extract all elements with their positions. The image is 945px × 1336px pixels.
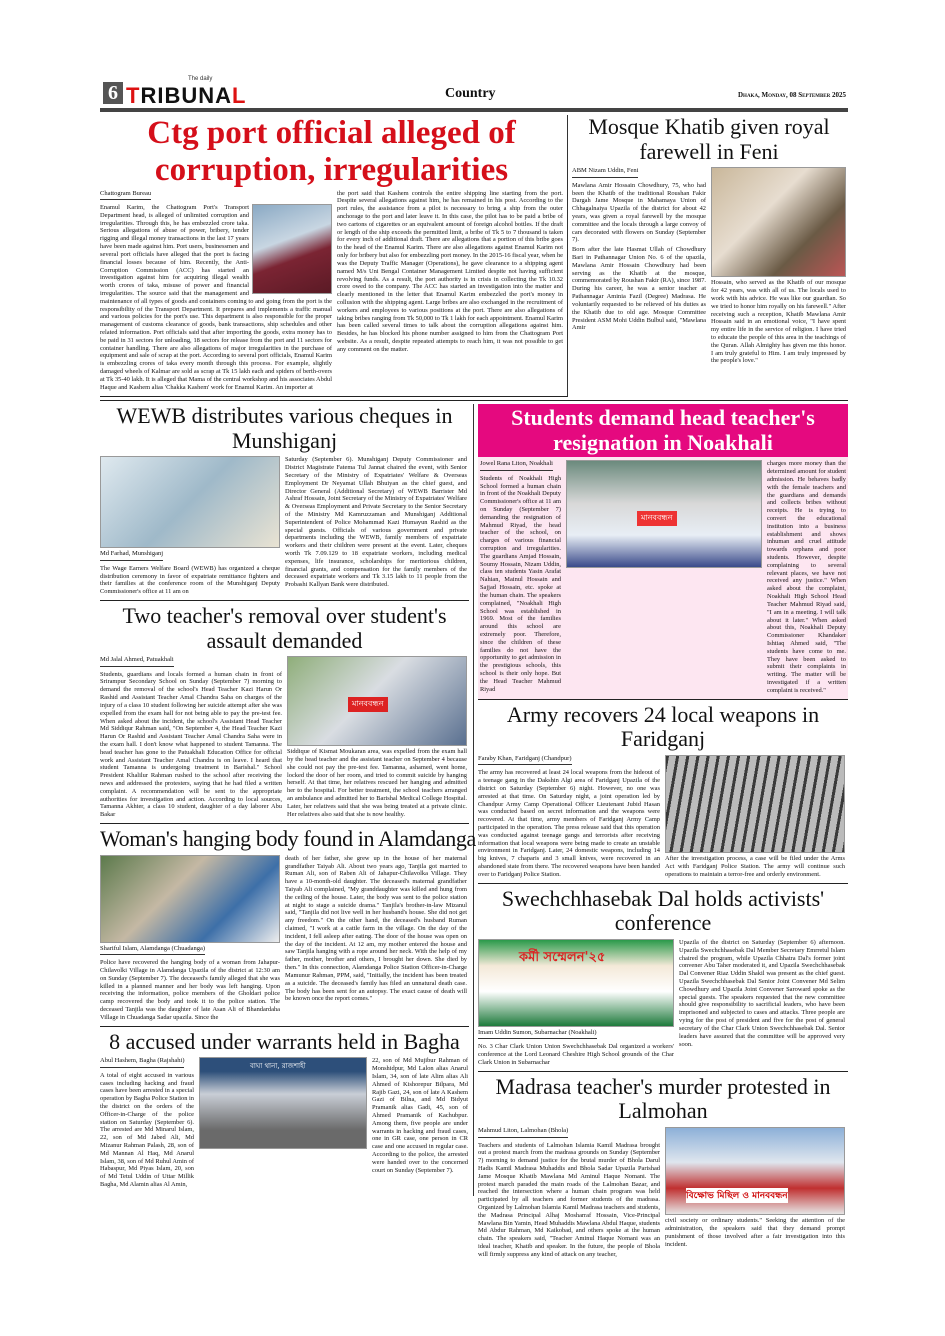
byline: Shariful Islam, Alamdanga (Chuadanga) <box>100 945 205 955</box>
photo-weapons <box>665 755 845 853</box>
photo-protest-march <box>665 1127 845 1215</box>
article-students-demand <box>478 404 848 700</box>
article-teacher-removal <box>100 604 469 824</box>
article-body: Students, guardians and locals formed a human chain in front of Srirampur Secondary School on Sunday (September 7) morning to demand the removal of the school's Head Teacher Kazi Harun Or Rashid and Assistant Teacher Amal Chandra Saha on charges of the injury of a class 10 student following her suicide attempt after she was expelled from the exam hall for not being able to pay the pre-test fee. When asked about the incident, the school's Assistant Head Teacher Md Siddiqur Rahman said, "On September 4, the Head Teacher Kazi Harun Or Rashid and Assistant Teacher Amal Chandra Saha were in the exam hall. I don't know what happened to student Tamanna. The head teacher has gone to the Patuakhali Education Office for official work and Assistant Teacher Amal Chandra is on leave. I heard that student Tamanna is undergoing treatment in Barishal." School President Khalilur Rahman rushed to the school after receiving the news and addressed the protesters, saying that he had filed a written complaint. A recommendation will be sent to the appropriate authorities for investigation and action. According to local sources, Tamanna Akhter, a class 10 student, daughter of a day laborer Abu Bakar <box>100 670 282 819</box>
article-body: Teachers and students of Lalmohan Islamia Kamil Madrasa brought out a protest march from the madrasa grounds on Sunday (September 7) morning to demand justice for the brutal murder of Bhola Darul Hadis Kamil Madrasa Muhaddis and Bhola Sadar Upazila Parishad Jame Mosque Khatib Mawlana Md Aminul Haque Nomani. The protest march paraded the main roads of the Lalmohan Bazar, and reached the intersection where a human chain program was held participated by all teachers and former students of the madrasa. Organized by Lalmohan Islamia Kamil Madrasa teachers and students, the Madrasa Principal Alhaj Mosharraf Hossain, Vice-Principal Mawlana Bin Yamin, Head Muhaddis Mawlana Abdul Haque, students Md Abdur Rahman, Md Kaikobad, and others spoke at the human chain. The speakers said, "Teacher Aminul Haque Nomani was an ideal teacher, Khatib and speaker. In the future, the people of Bhola will firmly suppress any kind of attack on any teacher, <box>478 1141 660 1258</box>
photo-crowd <box>100 855 280 943</box>
newspaper-logo: TRIBUNAL <box>126 83 247 108</box>
banner-text: কর্মী সম্মেলন'২৫ <box>519 949 606 965</box>
headline: Woman's hanging body found in Alamdanga <box>100 826 476 852</box>
section-name: Country <box>445 86 496 101</box>
photo-cheque-ceremony <box>100 456 280 548</box>
article-body: Mawlana Amir Hossain Chowdhury, 75, who had been the Khatib of the traditional Roushan Fakir Dargah Jame Mosque in Mahamaya Union of Chhagalnaiya Upazila of the district for about 42 years, was given a royal farewell by the mosque committee and the locals through a large convoy of cars decorated with flowers on Sunday (September 7). <box>572 181 706 244</box>
sign-text: বাঘা থানা, রাজশাহী <box>250 1062 306 1071</box>
byline: Abul Hashem, Bagha (Rajshahi) <box>100 1057 184 1067</box>
banner-text: বিক্ষোভ মিছিল ও মানববন্ধন <box>686 1188 788 1203</box>
article-body: Siddique of Kismat Moukaran area, was expelled from the exam hall by the head teacher and the assistant teacher on September 4 because she could not pay the pre-test fee. Tamanna, ashamed, went home, locked the door of her room, and tried to commit suicide by hanging herself. At that time, her relatives rescued her hanging and admitted her to the hospital. For better treatment, the school teachers arranged an ambulance and admitted her to Barishal Medical College Hospital. Later, her relatives said that she was being treated at a private clinic. Her relatives also said that she is now healthy. <box>287 748 467 818</box>
photo-conference-banner <box>478 939 674 1027</box>
article-body <box>100 204 332 392</box>
article-body: The Wage Earners Welfare Board (WEWB) has organized a cheque distribution ceremony in favor of expatriate remittance fighters and their families at the conference room of the Munshiganj Deputy Commissioner's office at 11 am on <box>100 564 280 596</box>
article-body: Students of Noakhali High School formed a human chain in front of the Noakhali Deputy Commissioner's office at 11 am on Sunday (September 7) demanding the resignation of Mahmud Riyad, the head teacher of the school, on charges of various financial corruption and irregularities. The guardians Amjad Hossain, Soumy Hossain, Nizam Uddin, class ten students Yasin Arafat Nahian, Mainul Hossain and Sajjad Hossain, etc. spoke at the human chain. The speakers complained, "Noakhali High School was established in 1969. Most of the families around this school are extremely poor. Therefore, since the children of these families do not have the opportunity to get admission in the prestigious schools, this school is their only hope. But the Head Teacher Mahmud Riyad <box>480 474 561 693</box>
article-body: Upazila of the district on Saturday (September 6) afternoon. Upazila Swechchhasebak Dal Member Secretary Emrretul Islam chaired the program, while Upazila Chhatra Dal's former joint convener Abu Taher moderated it, and Upazila Swechchhasebak Dal Convener Riaz Uddin Shakil was present as the chief guest. Upazila Swechchhasebak Dal Senior Joint Convener Md Selim Chowdhury and Upazila Joint Convener Saroward spoke as the special guests. The speakers requested that the new committee should give responsibility to sacrificial leaders, who have been imprisoned and subjected to cases and attacks. Three people are vying for the post of president and five for the post of general secretary of the Char Clark Union Swechchhasebak Dal. Senior leaders have assured that the committee will be approved very soon. <box>679 938 845 1048</box>
article-mosque-khatib <box>568 115 846 369</box>
article-divider <box>100 400 848 402</box>
headline: Mosque Khatib given royal farewell in Feni <box>588 114 830 164</box>
article-army-weapons <box>478 703 848 884</box>
photo-protest <box>287 656 467 746</box>
article-body: Police have recovered the hanging body of a woman from Jahapur-Chilavolki Village in Alamdanga Upazila of the district at 12:30 am on Sunday (September 7). The deceased's family alleged that she was killed in a planned manner and her body was left hanging. Upon receiving the information, police members of the Gholdari police camp recovered the body and took it to the police station. The deceased Tanjila was the daughter of late Asan Ali of Bhandardaha Village in Chuadanga Sadar upazila. Since the <box>100 959 280 1021</box>
article-ctg-port <box>100 115 568 397</box>
byline: ABM Nizam Uddin, Feni <box>572 167 638 177</box>
article-bagha-arrests <box>100 1030 469 1193</box>
article-body: Born after the late Hasmat Ullah of Chowdhury Bari in Pathannagar Union No. 6 of the upazila, Mawlana Amir Hossain Chowdhury had been serving as the Khatib at the mosque, commemorated by Roushan Fakir (RA), since 1987. During his career, he was a senior teacher at Pathannagar Aminia Fazil (Degree) Madrasa. He voluntarily requested to be relieved of his duties as the Khatib due to old age. Mosque Committee President ASM Mohi Uddin Bulbul said, "Mawlana Amir <box>572 246 706 332</box>
top-row <box>100 115 848 400</box>
bottom-row <box>100 404 848 1266</box>
logo-tagline: The daily <box>188 76 213 82</box>
masthead-rule <box>100 108 848 112</box>
left-column <box>100 404 474 1196</box>
article-body: Saturday (September 6). Munshiganj Deputy Commissioner and District Magistrate Fatema Tul Jannat chaired the event, with Senior Secretary of the Ministry of Expatriates' Welfare & Overseas Employment Dr Neyamat Ullah Bhuiyan as the chief guest, and Director General (Additional Secretary) of WEWB Barrister Md Ashraf Hossain, Joint Secretary of the Ministry of Expatriates' Welfare & Overseas Employment and Private Secretary to the Senior Secretary of the Ministry Md Kamruzzaman and Munshiganj Additional Superintendent of Police Mohammad Kazi Humayun Rashid as the special guests. Officials of various government and private departments including the WEWB, family members of expatriate workers and their children were present at the event. Later, cheques worth Tk 7.09.129 to 18 expatriate workers, including medical expenses, life insurance, scholarships for meritorious children, financial grants, and compensation for the family members of the deceased expatriate workers and Tk 3.15 lakh to 11 people from the Probashi Kallyan Bank were distributed. <box>285 456 467 589</box>
newspaper-page <box>100 0 848 1306</box>
headline: Ctg port official alleged of corruption, irregularities <box>147 115 516 189</box>
banner-text: মানববন্ধন <box>637 511 677 526</box>
byline: Md Jalal Ahmed, Patuakhali <box>100 656 174 666</box>
headline: Swechchhasebak Dal holds activists' conference <box>501 885 825 936</box>
byline: Jowel Rana Liton, Noakhali <box>480 460 553 470</box>
article-body: charges more money than the determined amount for student admission. He behaves badly with the female teachers and the guardians and demands and collects bribes without receipts. He is trying to convert the educational institution into a business establishment and shows inhuman and cruel attitude towards orphans and poor students. However, despite complaining to several relevant places, we have not received any justice." When asked about the complaint, Noakhali High School Head Teacher Mahmud Riyad said, "I am in a meeting. I will talk about it later." When asked about this, Noakhali Deputy Commissioner Khandaker Ishtiaq Ahmed said, "The students have come to me. They have been asked to submit their complaints in writing. The matter will be investigated if a written complaint is received." <box>766 460 846 694</box>
article-body: the port said that Kashem controls the entire shipping line starting from the port. Despite several allegations against him, he has remained in his post. According to the port rules, the assistance from a pilot is necessary to bring a ship from the outer anchorage to the port and later leave it. In this case, the pilot has to be paid a bribe of two cartons of cigarettes or an equivalent amount of foreign alcohol bottles. If the draft or length of the ship exceeds the permitted limit, a bribe of Tk 5 to 7 thousand is taken for every inch of additional draft. There are allegations that a portion of this bribe goes to the head of the Enamul Karim. There are also allegations against Enamul Karim not only for bribery but also for embezzling port money. In the 2015-16 fiscal year, when he was the Deputy Traffic Manager (Operations), he gave clearance to a shipping agent named M/s Uni Bengal Container Management Limited despite not having sufficient revolving funds. As a result, the port authority is in crisis in collecting the Tk 10.32 crore owed to the company. The ACC has started an investigation into the matter and clearly mentioned in the letter that Enamul Karim embezzled the port's money in collusion with the shipping agent. Large bribes are also exchanged in the recruitment of workers and employees to various positions at the port. There are also allegations of taking bribes ranging from Tk 50,000 to Tk 1 lakh for each appointment. Enamul Karim has been called several times to talk about the corruption allegations against him. Besides, he has blocked his phone number assigned to him from the Chattogram Port website. As a result, despite repeated attempts to reach him, it was not possible to get any comment on the matter. <box>337 189 563 353</box>
article-wewb <box>100 404 469 601</box>
headline: Students demand head teacher's resignation in Noakhali <box>478 404 848 457</box>
article-madrasa-teacher <box>478 1075 848 1263</box>
page-number: 6 <box>103 82 123 104</box>
article-body: civil society or ordinary students." Seeking the attention of the administration, the speakers said that they demand prompt punishment of those involved after a fair investigation into this incident. <box>665 1217 845 1248</box>
byline: Mahmud Liton, Lalmohan (Bhola) <box>478 1127 568 1137</box>
byline: Md Farhad, Munshiganj <box>100 550 163 560</box>
article-body: The army has recovered at least 24 local weapons from the hideout of a teenage gang in the Dakshin Algi area of Faridganj Upazila of the district on Saturday (September 6) night. However, no one was arrested at that time. On Saturday night, a joint operation led by Chandpur Army Camp Operational Officer Lieutenant Jubid Hasan was conducted based on secret information and the weapons were recovered. At that time, army members of Faridganj Army Camp participated in the operation. The press release said that this operation was conducted against teenage gangs and terrorists after receiving information that local weapons were being made to create an unstable environment in Faridganj. Later, 24 domestic weapons, including 14 big knives, 7 chaparis and 3 small knives, were recovered in an abandoned state from there. The recovered weapons have been handed over to Faridganj Police Station. <box>478 769 660 878</box>
photo-official <box>252 204 332 294</box>
issue-date: Dhaka, Monday, 08 September 2025 <box>738 91 846 99</box>
article-body: No. 3 Char Clark Union Union Swechchhasebak Dal organized a workers' conference at the Lord Leonard Cheshire High School grounds of the Char Clark Union in Subarnachar <box>478 1043 674 1066</box>
photo-farewell <box>711 167 846 277</box>
article-woman-body <box>100 826 476 1027</box>
headline: Two teacher's removal over student's assault demanded <box>122 602 447 653</box>
headline: Madrasa teacher's murder protested in Lalmohan <box>495 1073 831 1124</box>
headline: WEWB distributes various cheques in Munshiganj <box>116 403 453 453</box>
photo-arrested <box>199 1057 367 1149</box>
byline: Faraby Khan, Faridganj (Chandpur) <box>478 755 572 765</box>
article-body: Hossain, who served as the Khatib of our mosque for 42 years, was with all of us. The locals used to work with his advice. He was like our guardian. So we tried to honor him royally on his farewell." After receiving such a reception, Khatib Mawlana Amir Hossain said in an emotional voice, "I have spent my entire life in the service of religion. I have tried to educate the people of this area in the teachings of the Quran. Allah Almighty has given me this honor. I am truly grateful to Him. I am truly impressed by the people's love." <box>711 279 846 365</box>
article-body: A total of eight accused in various cases including hacking and fraud cases have been arrested in a special operation by Bagha Police Station in the district on the orders of the Officer-in-Charge of the police station on Saturday (September 6). The arrested are Md Minarul Islam, 22, son of Md Jabed Ali, Md Mizanur Rahman Palash, 28, son of Md Mannan Al Haq, Md Anarul Islam, 38, son of Md Ruhul Amin of Habaspur, Md Piyas Islam, 20, son of Md Tetul Uddin of Uttar Millik Bagha, Md Alamin alias Al Amin, <box>100 1071 194 1189</box>
headline: Army recovers 24 local weapons in Faridganj <box>506 701 820 752</box>
right-column <box>474 404 848 1266</box>
article-body: death of her father, she grew up in the house of her maternal grandfather Taiyab Ali. About two years ago, Tanjila got married to Ruman Ali, son of Raben Ali of Jahapur-Chilavolka Village. They have a 10-month-old daughter. The deceased's maternal grandfather Taiyab Ali complained, "My granddaughter was killed and hung from the ceiling of the house. Later, the body was sent to the police station at night to stage a suicide drama." Tanjila's brother-in-law Mizanul said, "Tanjila did not live well in her husband's house. She did not get any freedom." On the other hand, the deceased's husband Ruman claimed, "I work at a cattle farm in the village. On the day of the incident, I fell asleep after eating. The door of the house was open on the day of the incident. At 12 am, my mother entered the house and saw Tanjila hanging with a rope around her neck. With the help of my father, mother, brother and others, I brought her down. She died by then." In this connection, Alamdanga Police Station Officer-in-Charge Mamunur Rahman, PPM, said, "Initially, the incident has been treated as a suicide. The deceased's family has filed an unnatural death case. The body has been sent for an autopsy. The exact cause of death will be known once the report comes." <box>285 854 467 1003</box>
article-body-text: Enamul Karim, the Chattogram Port's Transport Department head, is alleged of unlimited corruption and irregularities. Through this, he has embezzled crore taka. Serious allegations of abuse of power, bribery, tender rigging and illegal money transactions in the last 17 years have been made against him. Port users, businessmen and several port officials have alleged that the port is facing financial losses because of him. Recently, the Anti-Corruption Commission (ACC) has started an investigation against him for acquiring illegal wealth worth crores of taka, misuse of power and financial irregularities. The source said that the management and maintenance of all types of goods and containers coming to and going from the port is the responsibility of the Transport Department. It prepares and implements a traffic manual and various policies for the port's use. This department is also responsible for the proper management of customs clearance of goods, bank transactions, ship schedules and other related information. Port officials said that after importing the goods, extra money has to be paid in 31 sectors for unloading, 18 sectors for release from the port and 11 sectors for container handling. There are also allegations of major irregularities in the purchase of equipment and sale of scrap at the port. According to several port officials, Enamul Karim is embezzling crores of taka every month through this process. For example, slightly damaged wheels of Kalmar are sold as scrap at Tk 15 lakh each and spiders of berth-overs at Tk 35-40 lakh. It is alleged that Mama of the central workshop and his associates Abdul Haque and Kashem alias 'Chakka Kashem' work for Enamul Karim. An importer at <box>100 204 332 391</box>
article-body: 22, son of Md Mujibur Rahman of Monshidpur, Md Lalon alias Anarul Islam, 34, son of late Alim alias Ali Ahmed of Kishorepur Bilpara, Md Rajib Gazi, 24, son of late A Kashem Gazi of Bilna, and Md Bidyut Pramanik alias Gadi, 45, son of Ahmed Pramanik of Kachubpur. Among them, five people are under warrants in hacking and fraud cases, one in GR case, one person in CR case and one accused in regular case. According to the police, the arrested were handed over to the concerned court on Sunday (September 7). <box>372 1057 468 1174</box>
photo-human-chain <box>566 460 762 568</box>
headline: 8 accused under warrants held in Bagha <box>109 1028 460 1054</box>
byline: Imam Uddin Sumon, Subarnachar (Noakhali) <box>478 1029 597 1039</box>
article-body: After the investigation process, a case will be filed under the Arms Act with Faridganj Police Station. The army will continue such operations to maintain a terror-free and orderly environment. <box>665 854 845 878</box>
banner-text: মানববন্ধন <box>348 697 388 712</box>
article-swechchhasebak <box>478 887 848 1072</box>
masthead <box>100 76 848 108</box>
byline: Chattogram Bureau <box>100 190 151 200</box>
